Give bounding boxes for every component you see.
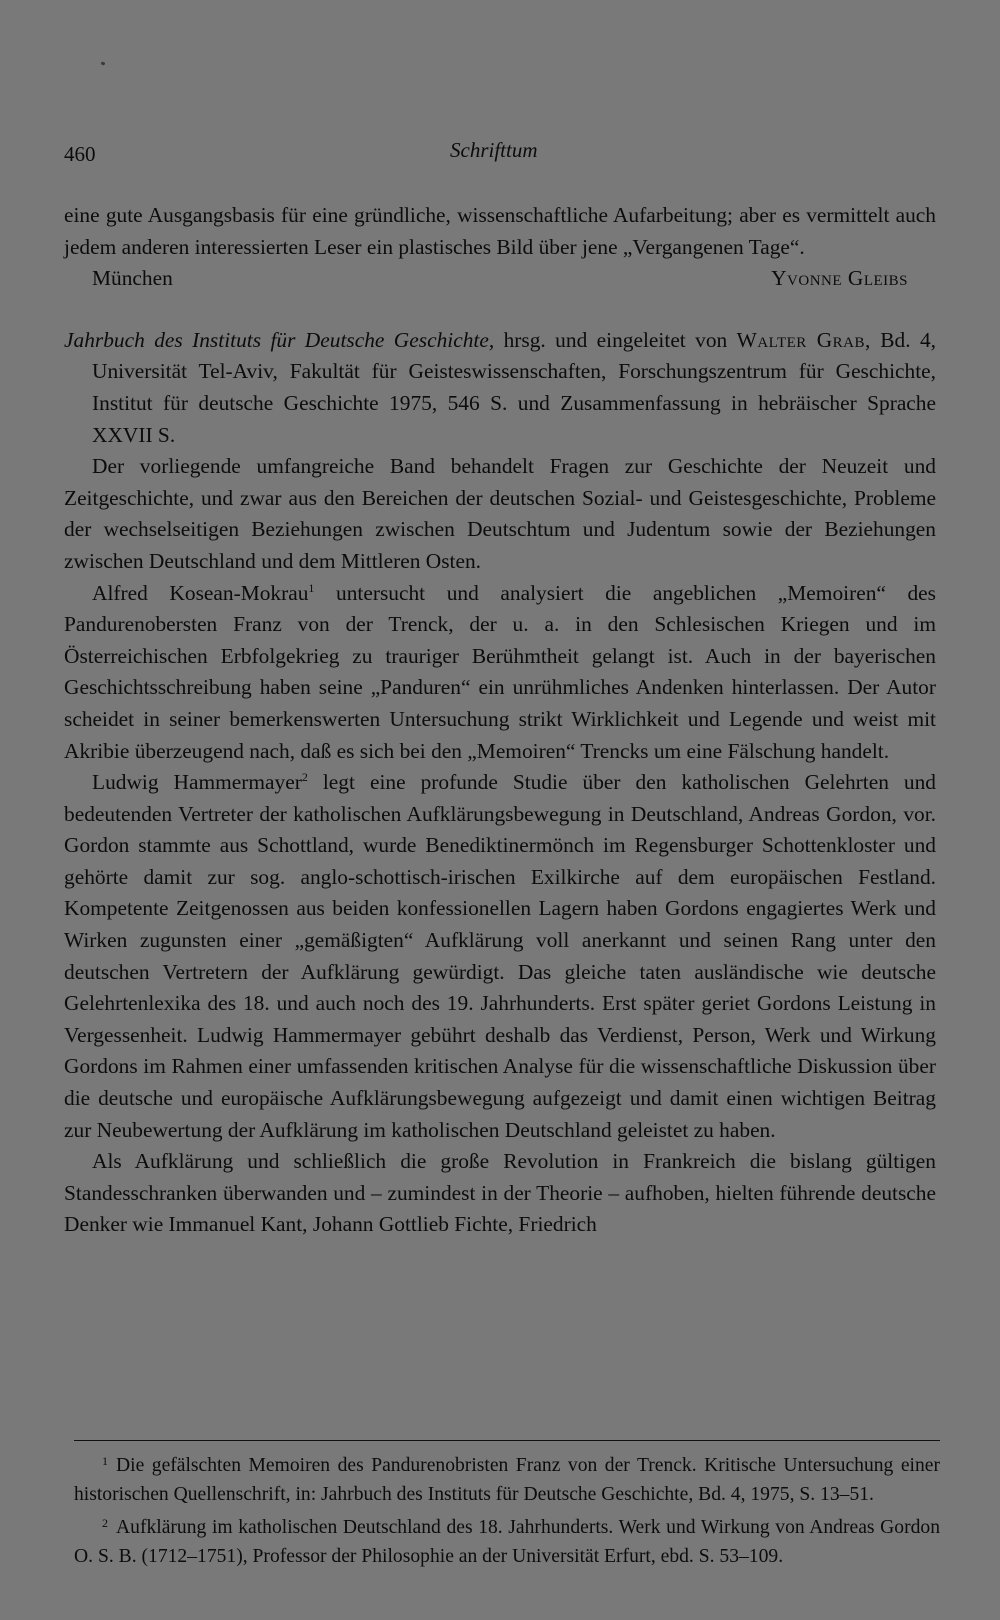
footnotes	[74, 1440, 940, 1571]
page-number: 460	[64, 142, 96, 166]
editor-name: Walter Grab,	[736, 327, 871, 352]
running-title: Schrifttum	[450, 138, 538, 162]
main-text	[64, 200, 936, 1241]
author-hammermayer: Ludwig Hammermayer	[92, 770, 302, 795]
paragraph-2	[64, 578, 936, 768]
footnote-2-mark: 2	[102, 1516, 108, 1530]
paragraph-3	[64, 767, 936, 1146]
footnote-rule	[74, 1440, 940, 1441]
paragraph-3-text: legt eine profunde Studie über den katholischen Gelehrten und bedeutenden Vertreter der katholischen Aufklärungsbewegung in Deutschland, Andreas Gordon, vor. Gordon stammte aus Schottland, wurde Benediktinermönch im Regensburger Schottenkloster und gehörte damit zur sog. anglo-schottisch-irischen Exilkirche auf dem europäischen Festland. Kompetente Zeitgenossen aus beiden konfessionellen Lagern haben Gordons engagiertes Werk und Wirken zugunsten einer „gemäßigten“ Aufklärung voll anerkannt und seinen Rang unter den deutschen Vertretern der Aufklärung gewürdigt. Das gleiche taten ausländische wie deutsche Gelehrtenlexika des 18. und auch noch des 19. Jahrhunderts. Erst später geriet Gordons Leistung in Vergessenheit. Ludwig Hammermayer gebührt deshalb das Verdienst, Person, Werk und Wirkung Gordons im Rahmen einer umfassenden kritischen Analyse für die wissenschaftliche Diskussion über die deutsche und europäische Aufklärungsbewegung aufgezeigt und damit einen wichtigen Beitrag zur Neubewertung der Aufklärung im katholischen Deutschland geleistet zu haben.	[64, 770, 936, 1142]
section-gap	[64, 295, 936, 325]
paragraph-1: Der vorliegende umfangreiche Band behandelt Fragen zur Geschichte der Neuzeit und Zeitgeschichte, und zwar aus den Bereichen der deutschen Sozial- und Geistesgeschichte, Probleme der wechselseitigen Beziehungen zwischen Deutschtum und Judentum sowie der Beziehungen zwischen Deutschland und dem Mittleren Osten.	[64, 454, 936, 573]
footnote-1	[74, 1447, 940, 1509]
review-signature	[64, 263, 936, 295]
footnote-2	[74, 1509, 940, 1571]
footnote-1-text: Die gefälschten Memoiren des Pandurenobristen Franz von der Trenck. Kritische Untersuchung einer historischen Quellenschrift, in: Jahrbuch des Instituts für Deutsche Geschichte, Bd. 4, 1975, S. 13–51.	[74, 1455, 940, 1505]
footnote-ref-1: 1	[308, 580, 315, 595]
footnote-1-mark: 1	[102, 1454, 108, 1468]
author-kosean: Alfred Kosean-Mokrau	[92, 580, 309, 605]
reviewer-name: Yvonne Gleibs	[771, 266, 908, 291]
previous-review-ending: eine gute Ausgangsbasis für eine gründliche, wissenschaftliche Aufarbeitung; aber es vermittelt auch jedem anderen interessierten Leser ein plastisches Bild über jene „Vergangenen Tage“.	[64, 203, 936, 259]
bibliographic-entry	[64, 325, 936, 451]
review-place: München	[92, 266, 173, 291]
entry-details-pre: hrsg. und eingeleitet von	[494, 327, 737, 352]
scan-speck	[101, 61, 106, 65]
footnote-ref-2: 2	[301, 770, 308, 785]
entry-details-post: Bd. 4, Universität Tel-Aviv, Fakultät für Geisteswissenschaften, Forschungszentrum für Geschichte, Institut für deutsche Geschichte 1975, 546 S. und Zusammenfassung in hebräischer Sprache XXVII S.	[92, 327, 937, 447]
footnote-2-text: Aufklärung im katholischen Deutschland des 18. Jahrhunderts. Werk und Wirkung von Andreas Gordon O. S. B. (1712–1751), Professor der Philosophie an der Universität Erfurt, ebd. S. 53–109.	[74, 1517, 940, 1567]
book-title: Jahrbuch des Instituts für Deutsche Geschichte,	[64, 327, 495, 352]
paragraph-4: Als Aufklärung und schließlich die große Revolution in Frankreich die bislang gültigen Standesschranken überwanden und – zumindest in der Theorie – aufhoben, hielten führende deutsche Denker wie Immanuel Kant, Johann Gottlieb Fichte, Friedrich	[64, 1149, 936, 1237]
paragraph-2-text: untersucht und analysiert die angeblichen „Memoiren“ des Pandurenobersten Franz von der Trenck, der u. a. in den Schlesischen Kriegen und im Österreichischen Erbfolgekrieg zu trauriger Berühmtheit gelangt ist. Auch in der bayerischen Geschichtsschreibung haben seine „Panduren“ ein unrühmliches Andenken hinterlassen. Der Autor scheidet in seiner bemerkenswerten Untersuchung strikt Wirklichkeit und Legende und weist mit Akribie überzeugend nach, daß es sich bei den „Memoiren“ Trencks um eine Fälschung handelt.	[64, 580, 936, 763]
